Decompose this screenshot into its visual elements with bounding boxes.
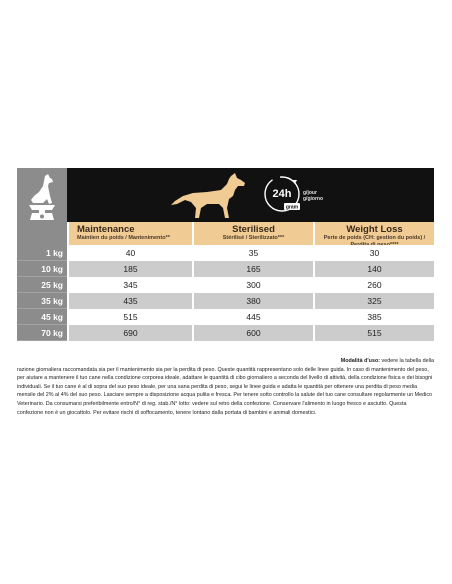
weight-label: 1 kg xyxy=(17,245,67,261)
maintenance-value: 345 xyxy=(69,277,192,293)
weight-label: 35 kg xyxy=(17,293,67,309)
table-body xyxy=(17,245,434,341)
sterilised-value: 445 xyxy=(194,309,313,325)
weight-label: 10 kg xyxy=(17,261,67,277)
weight-label: 70 kg xyxy=(17,325,67,341)
column-subtitle: Maintien du poids / Mantenimento** xyxy=(77,235,170,241)
dog-icon xyxy=(167,172,249,220)
weight-loss-value: 385 xyxy=(315,309,434,325)
sterilised-value: 300 xyxy=(194,277,313,293)
table-row xyxy=(17,261,434,277)
column-header-sterilised xyxy=(194,222,313,245)
maintenance-value: 185 xyxy=(69,261,192,277)
column-header-weight-loss xyxy=(315,222,434,245)
maintenance-value: 435 xyxy=(69,293,192,309)
table-row xyxy=(17,245,434,261)
clock-sub-line2: g/giorno xyxy=(303,195,323,202)
clock-badge: gram xyxy=(285,204,299,211)
clock-subtitle xyxy=(303,191,323,202)
usage-body: razione giornaliera raccomandata sia per il mantenimento sia per la perdita di peso. Queste quantità rappresentano solo delle linee guida. In caso di mantenimento del peso, per aiutare a mantenere il tuo cane nella condizione corporea ideale, adattare le quantità di cibo giornaliero a seconda del livello di attività, della condizione fisica e dei bisogni individuali. Se il tuo cane è al di sopra del suo peso ideale, per una sana perdita di peso, segui le linee guida e adatta le quantità per ottenere una perdita di peso media mensile del 2% al 4% del suo peso. Lasciare sempre a disposizione acqua pulita e fresca. Per tenere sotto controllo la salute del tuo cane consultare regolarmente un Medico Veterinario. Da consumarsi preferibilmente entro/N° di reg. stab./N° lotto: vedere sul retro della confezione. Conservare l'alimento in luogo fresco e asciutto. Questa confezione non è un giocattolo. Per evitare rischi di soffocamento, tenere lontano dalla portata di bambini e animali domestici. xyxy=(17,366,433,416)
clock-value: 24h xyxy=(272,188,292,200)
maintenance-value: 690 xyxy=(69,325,192,341)
weight-label: 25 kg xyxy=(17,277,67,293)
sterilised-value: 380 xyxy=(194,293,313,309)
column-title: Weight Loss xyxy=(346,224,403,235)
clock-icon xyxy=(262,174,304,216)
usage-lead xyxy=(17,357,434,366)
usage-instructions xyxy=(17,357,434,417)
sterilised-value: 600 xyxy=(194,325,313,341)
clock-sub-line1: g/jour xyxy=(303,190,317,196)
weight-loss-value: 515 xyxy=(315,325,434,341)
sterilised-value: 35 xyxy=(194,245,313,261)
weight-loss-value: 140 xyxy=(315,261,434,277)
weight-loss-value: 260 xyxy=(315,277,434,293)
weight-loss-value: 30 xyxy=(315,245,434,261)
sterilised-value: 165 xyxy=(194,261,313,277)
maintenance-value: 40 xyxy=(69,245,192,261)
column-header-spacer xyxy=(17,222,67,245)
column-header-row xyxy=(17,222,434,245)
table-row xyxy=(17,309,434,325)
column-title: Maintenance xyxy=(77,224,135,235)
table-row xyxy=(17,277,434,293)
maintenance-value: 515 xyxy=(69,309,192,325)
weight-label: 45 kg xyxy=(17,309,67,325)
table-row xyxy=(17,293,434,309)
table-row xyxy=(17,325,434,341)
dog-on-scale-icon xyxy=(17,168,67,222)
weight-loss-value: 325 xyxy=(315,293,434,309)
header-band xyxy=(17,168,434,222)
column-header-maintenance xyxy=(69,222,192,245)
column-title: Sterilised xyxy=(232,224,275,235)
column-subtitle: Stérilisé / Sterilizzato*** xyxy=(222,235,285,241)
usage-lead-text: vedere la tabella della xyxy=(380,358,434,364)
column-subtitle: Perte de poids (CH: gestion du poids) / xyxy=(323,235,426,241)
usage-label: Modalità d'uso: xyxy=(340,358,381,364)
